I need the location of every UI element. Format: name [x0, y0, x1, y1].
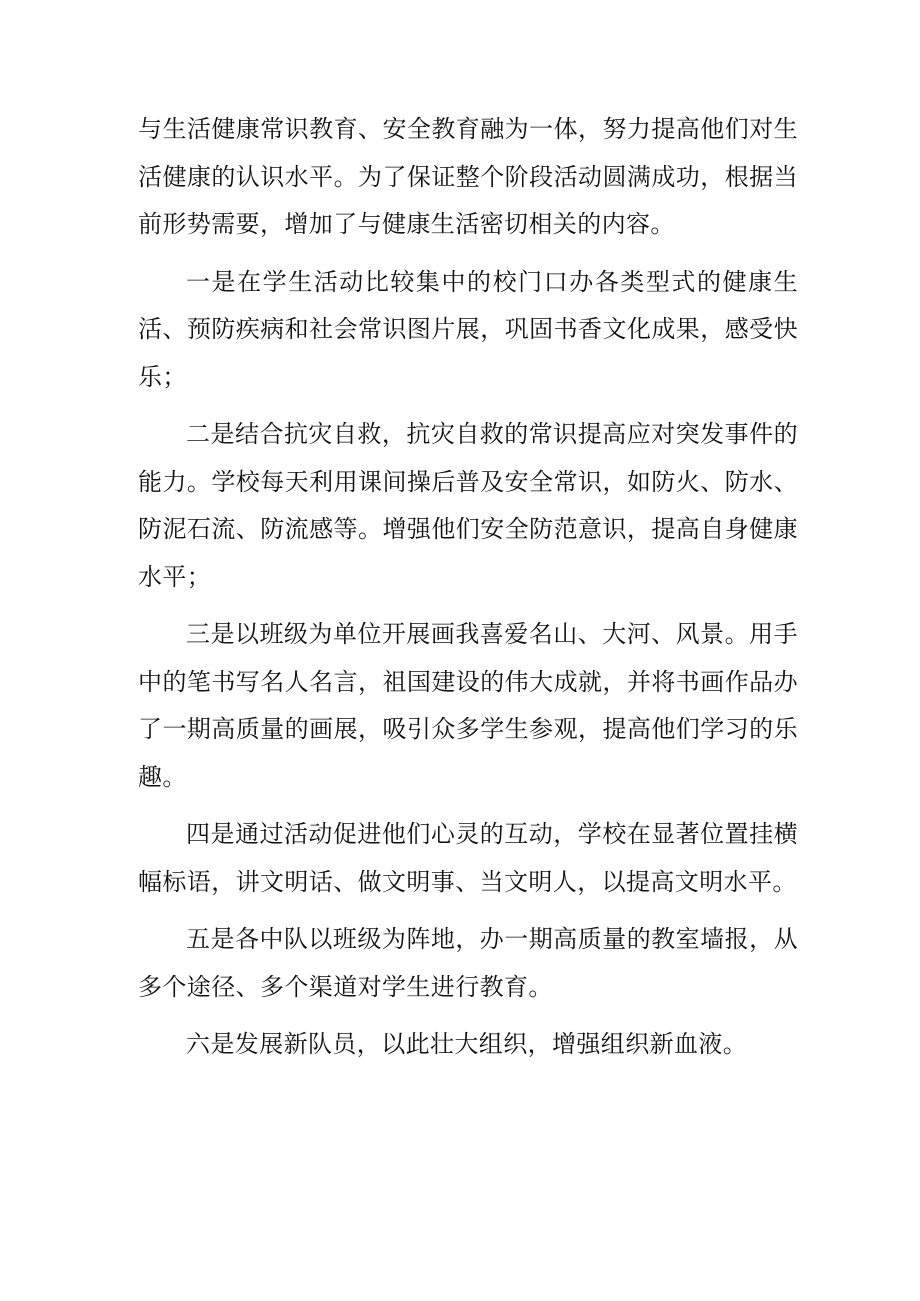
paragraph-item-6: 六是发展新队员，以此壮大组织，增强组织新血液。: [186, 1030, 748, 1058]
paragraph-item-3: 三是以班级为单位开展画我喜爱名山、大河、风景。用手中的笔书写名人名言，祖国建设的伟大成就，并将书画作品办了一期高质量的画展，吸引众多学生参观，提高他们学习的乐趣。: [138, 620, 798, 791]
paragraph-item-4: 四是通过活动促进他们心灵的互动，学校在显著位置挂横幅标语，讲文明话、做文明事、当文明人，以提高文明水平。: [138, 820, 798, 896]
paragraph-item-2: 二是结合抗灾自救，抗灾自救的常识提高应对突发事件的能力。学校每天利用课间操后普及安全常识，如防火、防水、防泥石流、防流感等。增强他们安全防范意识，提高自身健康水平；: [138, 420, 798, 591]
paragraph-item-1: 一是在学生活动比较集中的校门口办各类型式的健康生活、预防疾病和社会常识图片展，巩固书香文化成果，感受快乐；: [138, 267, 798, 391]
paragraph-intro: 与生活健康常识教育、安全教育融为一体，努力提高他们对生活健康的认识水平。为了保证整个阶段活动圆满成功，根据当前形势需要，增加了与健康生活密切相关的内容。: [138, 115, 798, 238]
document-body: [138, 106, 798, 1079]
paragraph-item-5: 五是各中队以班级为阵地，办一期高质量的教室墙报，从多个途径、多个渠道对学生进行教育。: [138, 925, 798, 1001]
